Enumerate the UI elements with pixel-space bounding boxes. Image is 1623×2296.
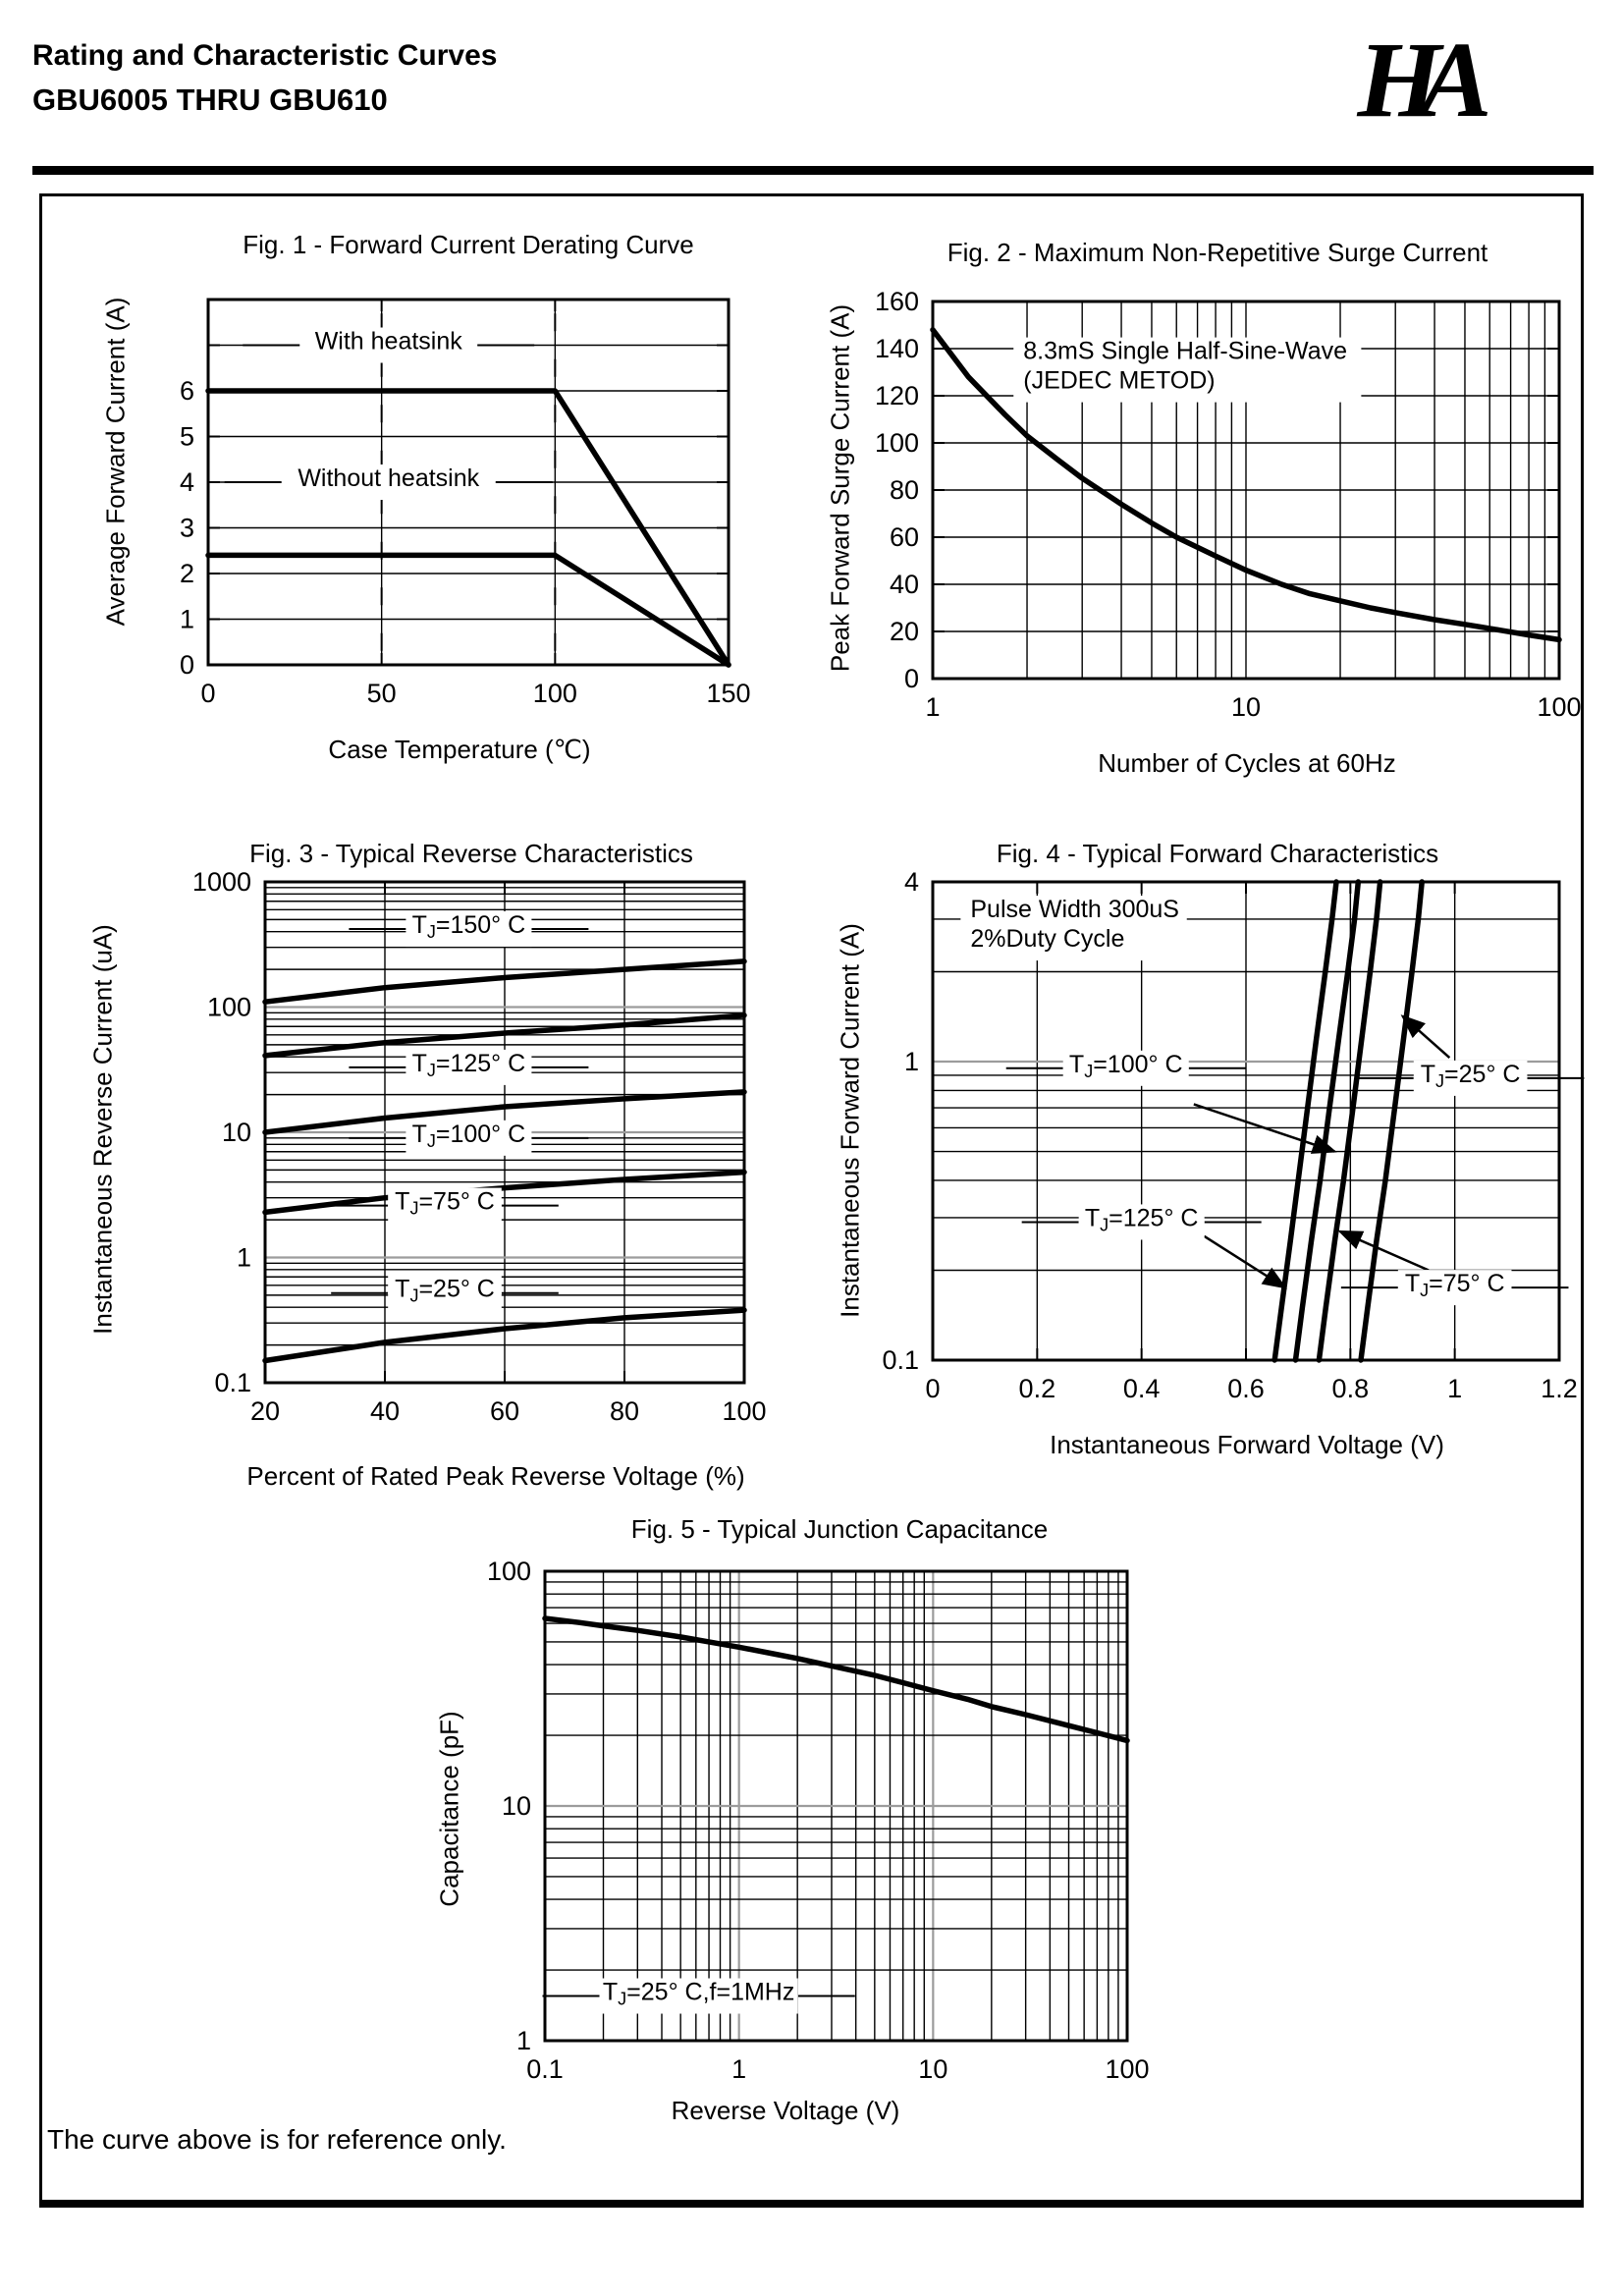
fig5-title: Fig. 5 - Typical Junction Capacitance — [630, 1514, 1049, 1544]
fig2-x-tick: 1 — [925, 692, 941, 722]
fig3-y-axis-label: Instantaneous Reverse Current (uA) — [87, 924, 118, 1335]
fig2-plot — [875, 287, 1582, 722]
fig4-annotation-text: $T_J=25^\circ$ C — [1420, 1060, 1521, 1091]
fig1-title: Fig. 1 - Forward Current Derating Curve — [243, 230, 694, 259]
fig4-x-tick: 0.8 — [1331, 1374, 1370, 1403]
fig1-y-tick: 1 — [179, 604, 194, 634]
fig5-y-tick: 10 — [501, 1791, 531, 1821]
fig4-annotation-text: $T_J=125^\circ$ C — [1084, 1204, 1199, 1235]
page-title: Rating and Characteristic Curves — [32, 39, 498, 72]
fig1-y-tick: 3 — [179, 513, 194, 543]
fig4-x-tick: 0.4 — [1122, 1374, 1161, 1403]
fig3-x-tick: 40 — [369, 1396, 401, 1426]
fig2-y-tick: 80 — [889, 475, 919, 505]
fig2-x-tick: 100 — [1537, 692, 1582, 722]
fig3-annotation-text: $T_J=150^\circ$ C — [411, 911, 526, 943]
fig4-y-tick: 0.1 — [882, 1345, 919, 1375]
fig1-y-tick: 0 — [179, 650, 194, 680]
fig5-x-axis-label: Reverse Voltage (V) — [671, 2096, 900, 2125]
fig4-y-tick: 1 — [903, 1047, 919, 1077]
fig2-y-tick: 100 — [874, 428, 919, 458]
fig4-y-tick: 4 — [903, 867, 919, 897]
fig5-plot — [487, 1557, 1150, 2084]
fig5-y-tick: 1 — [515, 2026, 531, 2055]
fig3-x-tick: 100 — [722, 1396, 767, 1426]
fig2-y-tick: 120 — [874, 381, 919, 410]
fig2-y-tick: 60 — [889, 522, 919, 552]
fig1-x-tick: 150 — [706, 679, 751, 708]
fig4-x-tick: 0 — [925, 1374, 941, 1403]
part-number-range: GBU6005 THRU GBU610 — [32, 82, 388, 117]
fig5-x-tick: 10 — [918, 2054, 948, 2084]
fig4-x-axis-label: Instantaneous Forward Voltage (V) — [1050, 1430, 1444, 1459]
fig3-x-axis-label: Percent of Rated Peak Reverse Voltage (%) — [246, 1461, 745, 1491]
fig1-y-axis-label: Average Forward Current (A) — [100, 297, 131, 627]
fig4-x-tick: 0.6 — [1227, 1374, 1265, 1403]
fig2-y-axis-label: Peak Forward Surge Current (A) — [825, 303, 855, 673]
fig3-annotation-text: $T_J=100^\circ$ C — [411, 1120, 526, 1151]
fig1-series-without-heatsink — [208, 555, 729, 665]
fig3-y-tick: 1 — [236, 1242, 251, 1273]
fig5-annotation-text: $T_J=25^\circ$ C,f=1MHz — [602, 1978, 795, 2009]
fig4-annotation-text: Pulse Width 300uS — [970, 896, 1179, 924]
fig4-x-tick: 0.2 — [1018, 1374, 1056, 1403]
fig4-x-tick: 1.2 — [1541, 1374, 1578, 1403]
fig1-y-tick: 4 — [179, 467, 194, 497]
fig5-x-tick: 0.1 — [526, 2054, 564, 2084]
fig3-plot — [192, 867, 767, 1426]
fig2-y-tick: 20 — [889, 617, 919, 646]
fig5-y-axis-label: Capacitance (pF) — [434, 1711, 464, 1907]
fig1-y-tick: 2 — [179, 559, 194, 588]
reference-note: The curve above is for reference only. — [47, 2124, 507, 2155]
fig5-x-tick: 1 — [731, 2054, 747, 2084]
brand-logo: HA — [1357, 20, 1471, 139]
fig3-annotation-text: $T_J=125^\circ$ C — [411, 1049, 526, 1080]
fig3-y-tick: 10 — [221, 1118, 251, 1147]
fig4-title: Fig. 4 - Typical Forward Characteristics — [996, 839, 1439, 868]
fig2-y-tick: 0 — [903, 664, 919, 693]
fig1-plot — [180, 300, 751, 708]
fig2-annotation-text: 8.3mS Single Half-Sine-Wave — [1023, 337, 1348, 365]
fig3-annotation-text: $T_J=75^\circ$ C — [395, 1187, 495, 1219]
fig3-x-tick: 20 — [249, 1396, 281, 1426]
fig5-x-tick: 100 — [1105, 2054, 1150, 2084]
fig4-y-axis-label: Instantaneous Forward Current (A) — [835, 923, 865, 1318]
fig4-annotation-text: $T_J=100^\circ$ C — [1068, 1050, 1183, 1081]
fig4-annotation-text: $T_J=75^\circ$ C — [1404, 1270, 1505, 1301]
fig1-x-tick: 100 — [532, 679, 577, 708]
fig3-annotation-text: $T_J=25^\circ$ C — [395, 1275, 495, 1306]
fig2-x-tick: 10 — [1230, 692, 1262, 722]
fig2-annotation-text: (JEDEC METOD) — [1023, 366, 1216, 395]
fig3-x-tick: 60 — [489, 1396, 520, 1426]
fig1-x-axis-label: Case Temperature (℃) — [328, 735, 591, 764]
fig2-x-axis-label: Number of Cycles at 60Hz — [1098, 748, 1396, 778]
fig1-y-tick: 6 — [179, 376, 194, 406]
fig3-y-tick: 1000 — [191, 867, 251, 897]
fig2-y-tick: 160 — [874, 287, 919, 316]
fig3-x-tick: 80 — [609, 1396, 640, 1426]
fig5-y-tick: 100 — [486, 1557, 531, 1586]
fig1-annotation-text: Without heatsink — [298, 465, 480, 492]
fig4-plot — [882, 867, 1584, 1403]
fig4-annotation-text: 2%Duty Cycle — [970, 925, 1125, 954]
fig2-y-tick: 40 — [889, 570, 919, 599]
fig2-y-tick: 140 — [874, 334, 919, 363]
fig3-title: Fig. 3 - Typical Reverse Characteristics — [249, 839, 693, 868]
fig3-y-tick: 0.1 — [214, 1368, 251, 1397]
fig2-title: Fig. 2 - Maximum Non-Repetitive Surge Current — [947, 238, 1488, 267]
fig1-y-tick: 5 — [179, 421, 194, 452]
fig1-annotation-text: With heatsink — [314, 327, 462, 355]
fig4-x-tick: 1 — [1447, 1374, 1463, 1403]
fig3-y-tick: 100 — [206, 992, 251, 1022]
fig1-x-tick: 0 — [200, 679, 216, 708]
fig1-x-tick: 50 — [366, 679, 397, 708]
fig5-series-junction-capacitance — [545, 1618, 1127, 1740]
